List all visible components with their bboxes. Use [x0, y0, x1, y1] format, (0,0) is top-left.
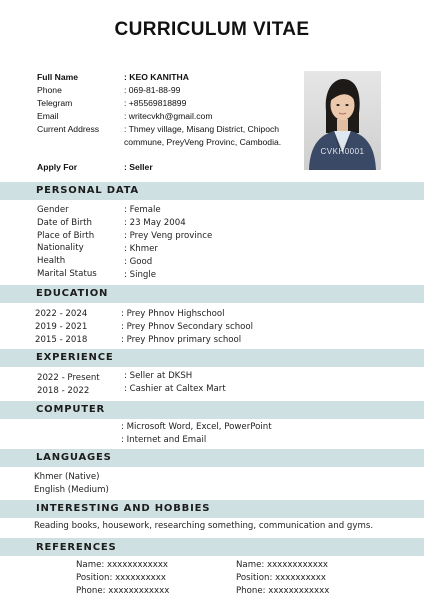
page-title: CURRICULUM VITAE [114, 19, 310, 40]
language-item: Khmer (Native) [34, 472, 100, 482]
marital-label: Marital Status [37, 269, 97, 279]
pob-label: Place of Birth [37, 231, 95, 241]
experience-title: EXPERIENCE [36, 352, 114, 363]
computer-skill: : Microsoft Word, Excel, PowerPoint [121, 422, 272, 432]
address-label: Current Address [37, 124, 100, 134]
experience-role: : Seller at DKSH [124, 371, 193, 381]
education-years: 2015 - 2018 [35, 335, 88, 345]
reference-name: Name: xxxxxxxxxxxx [236, 560, 329, 570]
computer-skill: : Internet and Email [121, 435, 207, 445]
computer-title: COMPUTER [36, 404, 105, 415]
telegram-label: Telegram [37, 98, 73, 108]
full-name-value: : KEO KANITHA [124, 72, 189, 82]
dob-label: Date of Birth [37, 218, 92, 228]
experience-years: 2022 - Present [37, 373, 100, 383]
nationality-value: : Khmer [124, 244, 158, 254]
education-school: : Prey Phnov Secondary school [121, 322, 254, 332]
interests-text: Reading books, housework, researching something, communication and gyms. [34, 521, 374, 531]
reference-phone: Phone: xxxxxxxxxxxx [76, 586, 170, 596]
language-item: English (Medium) [34, 485, 109, 495]
education-title: EDUCATION [36, 288, 109, 299]
gender-label: Gender [37, 205, 69, 215]
reference-phone: Phone: xxxxxxxxxxxx [236, 586, 330, 596]
health-label: Health [37, 256, 66, 266]
apply-for-value: : Seller [124, 162, 153, 172]
references-title: REFERENCES [36, 542, 117, 553]
education-years: 2019 - 2021 [35, 322, 88, 332]
experience-role: : Cashier at Caltex Mart [124, 384, 226, 394]
personal-data-title: PERSONAL DATA [36, 185, 139, 196]
education-years: 2022 - 2024 [35, 309, 88, 319]
phone-value: : 069-81-88-99 [124, 85, 181, 95]
apply-for-label: Apply For [37, 162, 78, 172]
email-label: Email [37, 111, 59, 121]
dob-value: : 23 May 2004 [124, 218, 186, 228]
reference-position: Position: xxxxxxxxxx [236, 573, 326, 583]
gender-value: : Female [124, 205, 161, 215]
experience-years: 2018 - 2022 [37, 386, 90, 396]
health-value: : Good [124, 257, 153, 267]
marital-value: : Single [124, 270, 157, 280]
phone-label: Phone [37, 85, 62, 95]
reference-position: Position: xxxxxxxxxx [76, 573, 166, 583]
photo-watermark: CVKH0001 [320, 147, 365, 156]
profile-photo [304, 71, 381, 170]
pob-value: : Prey Veng province [124, 231, 213, 241]
full-name-label: Full Name [37, 72, 79, 82]
education-school: : Prey Phnov Highschool [121, 309, 225, 319]
email-value: : writecvkh@gmail.com [124, 111, 213, 121]
address-value-line1: : Thmey village, Misang District, Chipoch [124, 124, 280, 134]
languages-title: LANGUAGES [36, 452, 112, 463]
reference-name: Name: xxxxxxxxxxxx [76, 560, 169, 570]
address-value-line2: commune, PreyVeng Provinc, Cambodia. [124, 137, 282, 147]
nationality-label: Nationality [37, 243, 84, 253]
education-school: : Prey Phnov primary school [121, 335, 242, 345]
interests-title: INTERESTING AND HOBBIES [36, 503, 211, 514]
telegram-value: : +85569818899 [124, 98, 187, 108]
